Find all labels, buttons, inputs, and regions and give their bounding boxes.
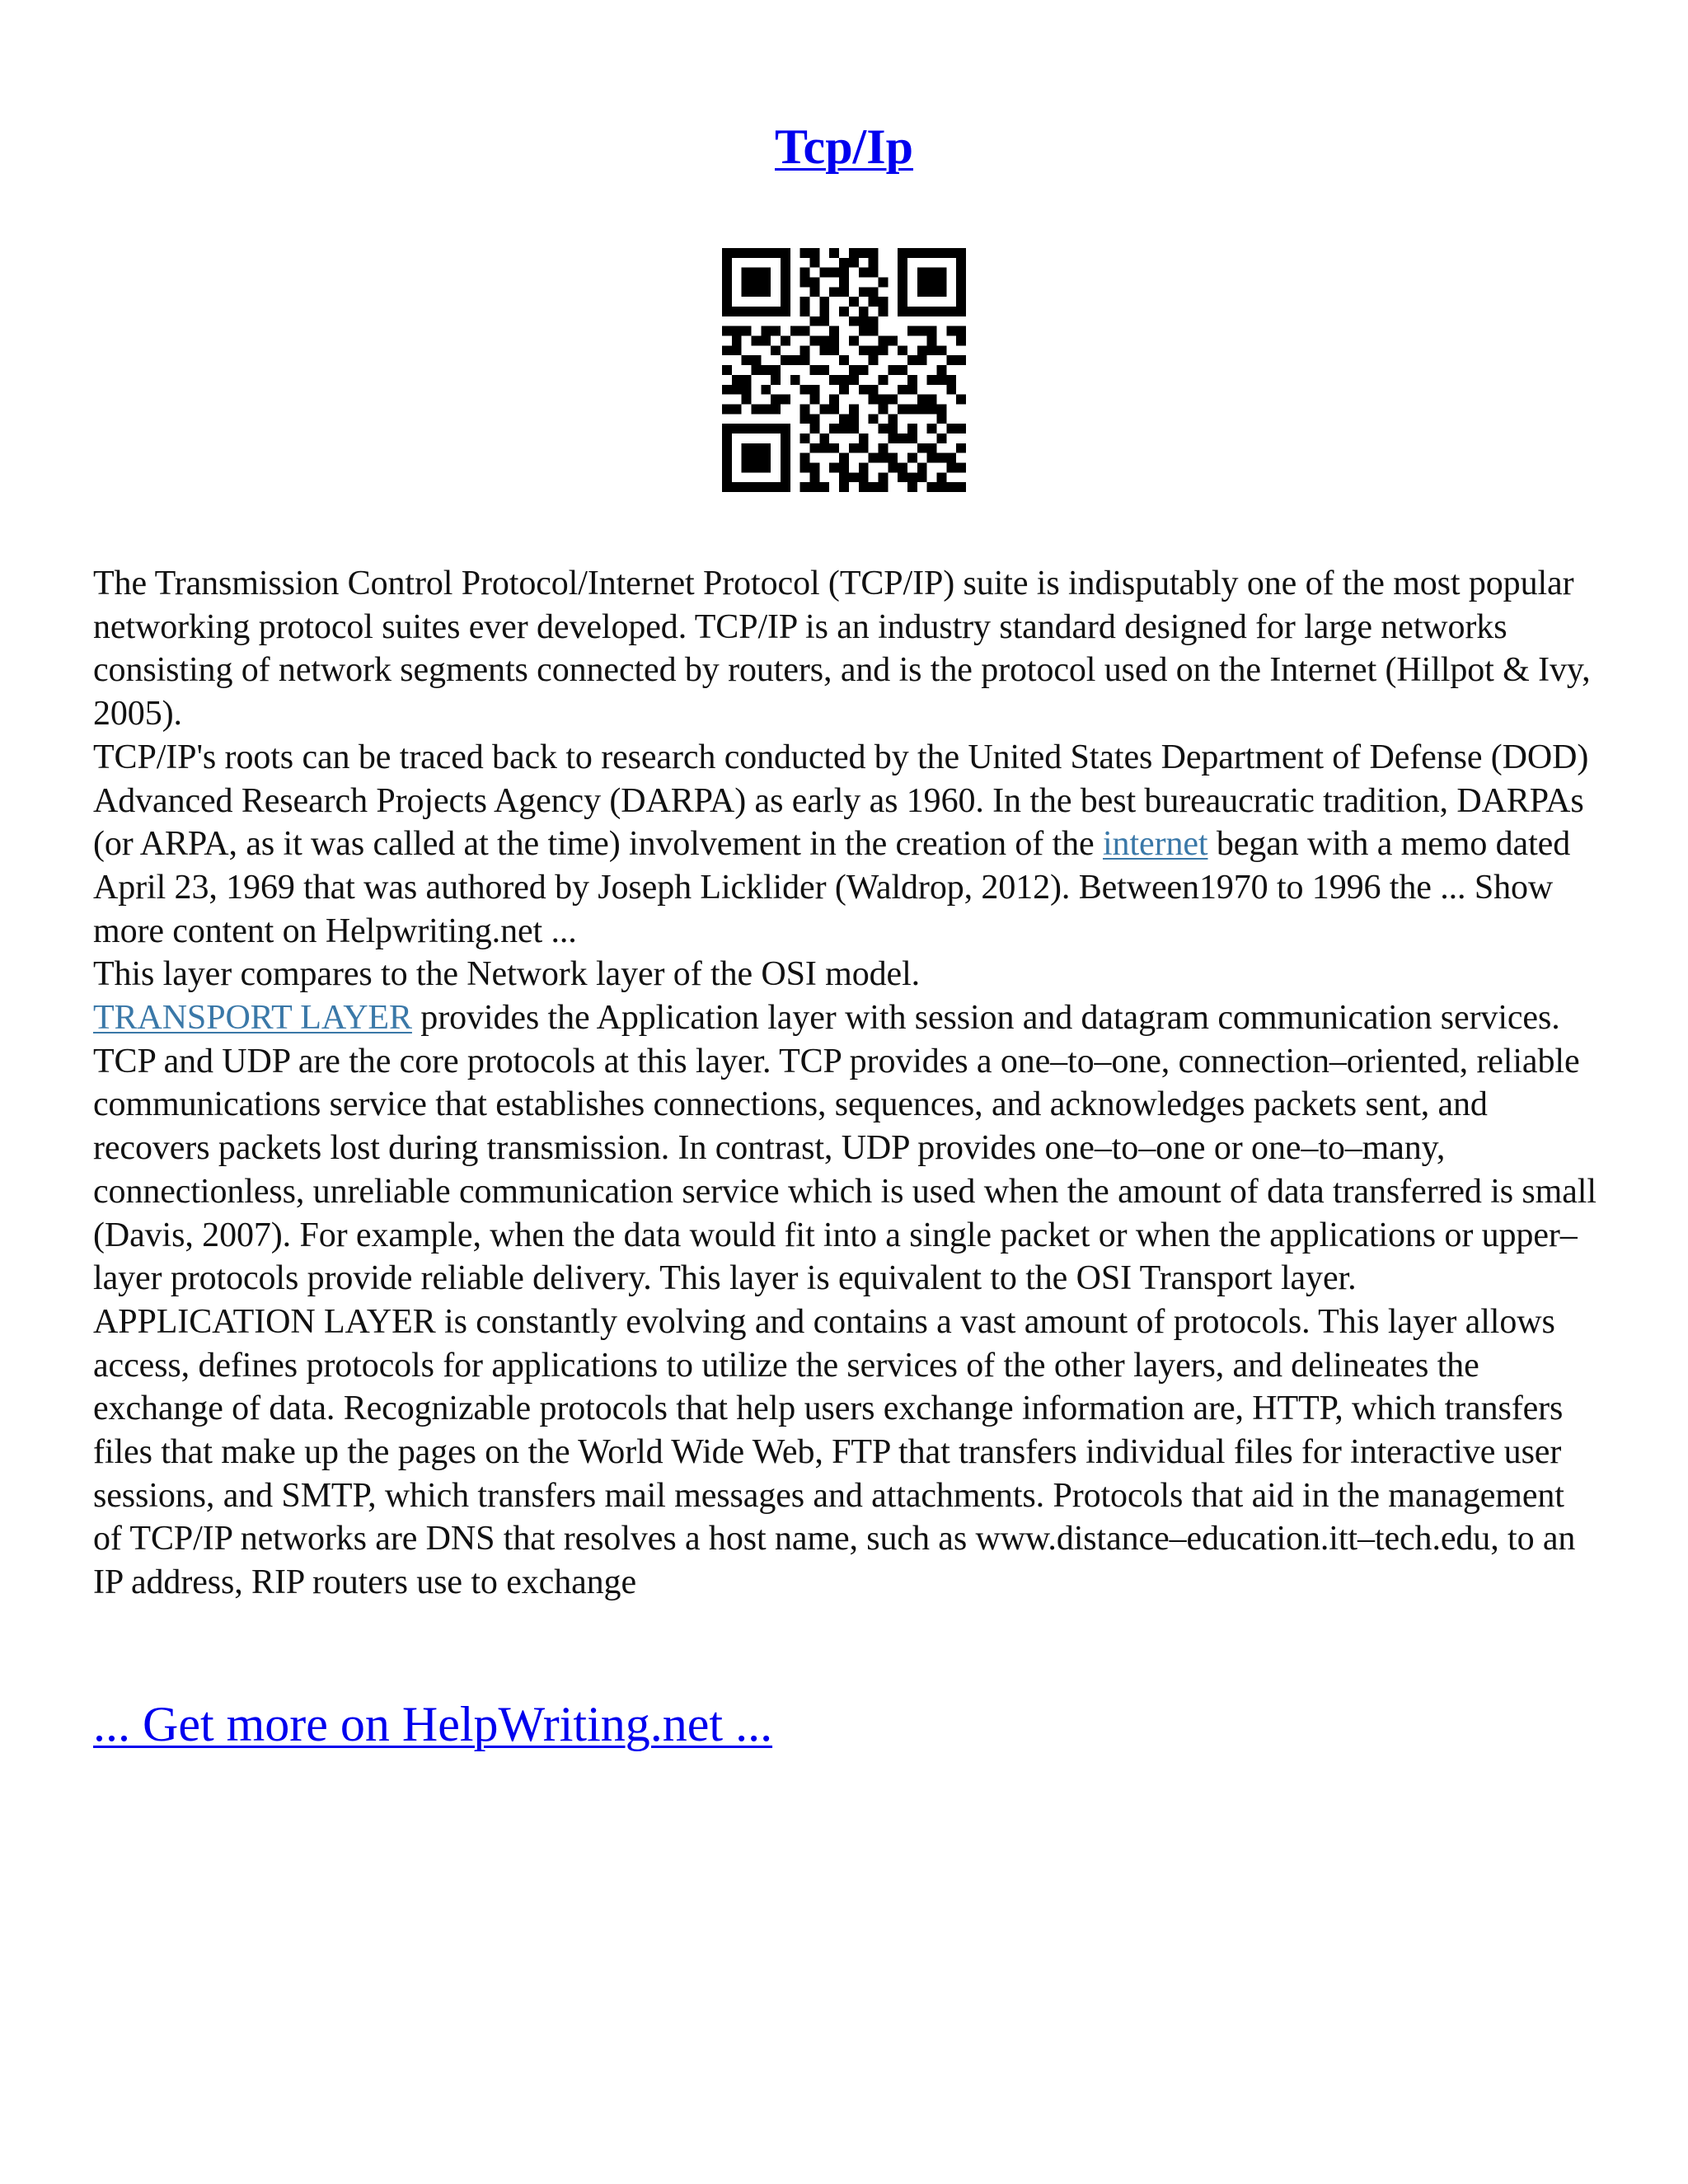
document-body (93, 562, 1601, 1605)
internet-link[interactable]: internet (1102, 825, 1208, 864)
qr-code-graphic (722, 248, 966, 492)
paragraph-history-text-end: began with a memo dated April 23, 1969 that was authored by Joseph Licklider (Waldrop, 2012). Between1970 to 1996 the ... Show more content on Helpwriting.net ... (93, 825, 1571, 950)
get-more-link[interactable]: ... Get more on HelpWriting.net ... (93, 1697, 773, 1751)
qr-code (722, 248, 966, 492)
get-more-container (93, 1691, 772, 1757)
paragraph-history (93, 736, 1601, 954)
paragraph-history-text-start: TCP/IP's roots can be traced back to research conducted by the United States Department of Defense (DOD) Advanced Research Projects Agency (DARPA) as early as 1960. In the best bureaucratic tradition, DARPAs (or ARPA, as it was called at the time) involvement in the creation of the (93, 738, 1589, 864)
paragraph-transport-layer (93, 996, 1601, 1301)
paragraph-network-layer: This layer compares to the Network layer of the OSI model. (93, 955, 921, 994)
transport-layer-link[interactable]: TRANSPORT LAYER (93, 999, 412, 1038)
paragraph-application-layer: APPLICATION LAYER is constantly evolving and contains a vast amount of protocols. This layer allows access, defines protocols for applications to utilize the services of the other layers, and delineates the exchange of data. Recognizable protocols that help users exchange information are, HTTP, which transfers files that make up the pages on the World Wide Web, FTP that transfers individual files for interactive user sessions, and SMTP, which transfers mail messages and attachments. Protocols that aid in the management of TCP/IP networks are DNS that resolves a host name, such as www.distance–education.itt–tech.edu, to an IP address, RIP routers use to exchange (93, 1302, 1576, 1602)
title-link[interactable]: Tcp/Ip (775, 120, 913, 174)
paragraph-transport-layer-text: provides the Application layer with session and datagram communication services. TCP and UDP are the core protocols at this layer. TCP provides a one–to–one, connection–oriented, reliable communications service that establishes connections, sequences, and acknowledges packets sent, and recovers packets lost during transmission. In contrast, UDP provides one–to–one or one–to–many, connectionless, unreliable communication service which is used when the amount of data transferred is small (Davis, 2007). For example, when the data would fit into a single packet or when the applications or upper–layer protocols provide reliable delivery. This layer is equivalent to the OSI Transport layer. (93, 999, 1597, 1298)
page-title (0, 114, 1688, 180)
paragraph-intro: The Transmission Control Protocol/Internet Protocol (TCP/IP) suite is indisputably one of the most popular networking protocol suites ever developed. TCP/IP is an industry standard designed for large networks consisting of network segments connected by routers, and is the protocol used on the Internet (Hillpot & Ivy, 2005). (93, 565, 1591, 733)
